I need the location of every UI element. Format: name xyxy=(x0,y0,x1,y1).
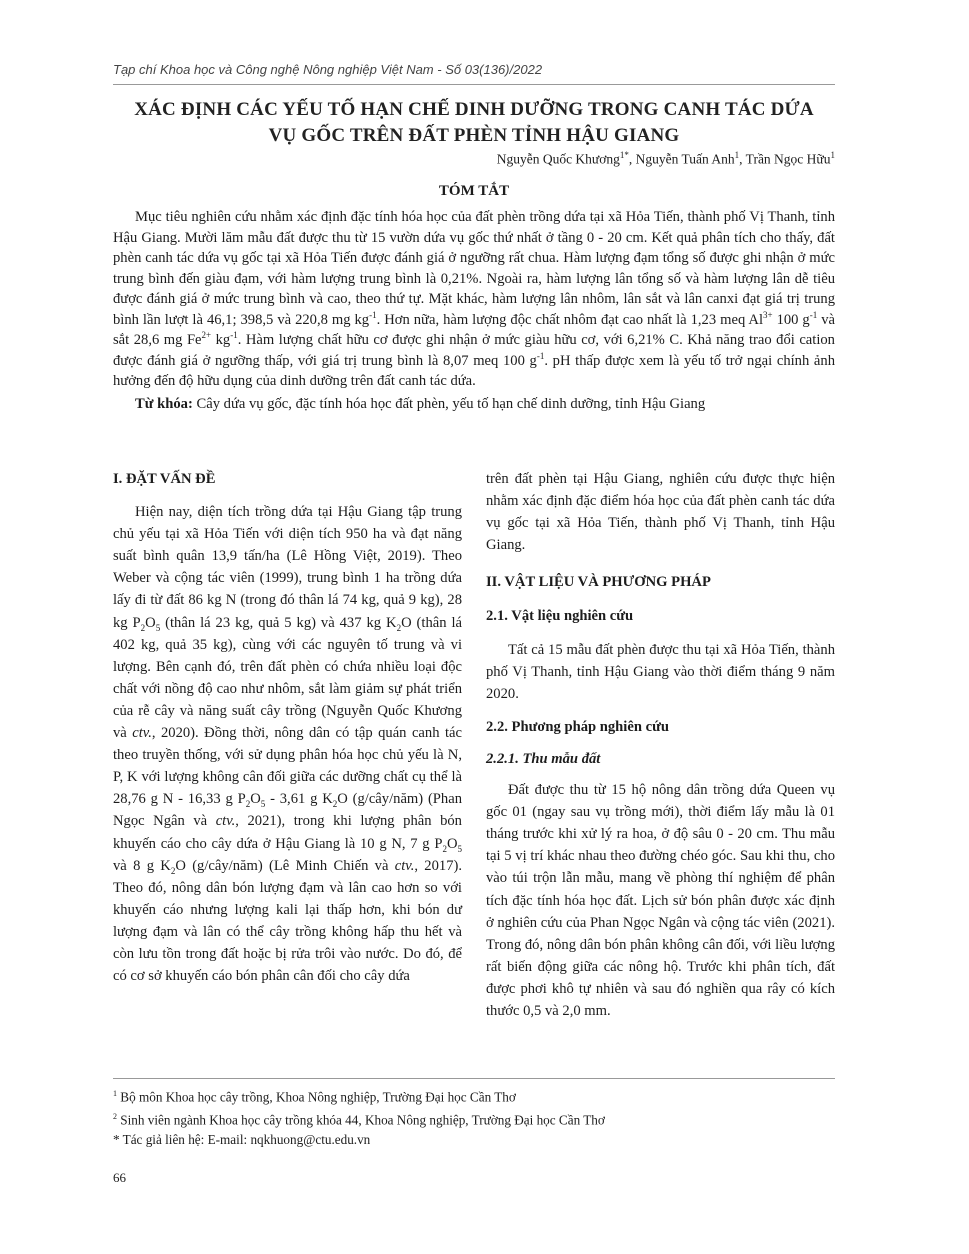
subscript: 5 xyxy=(155,622,161,633)
footnote-marker: 1 xyxy=(113,1089,117,1098)
superscript: 3+ xyxy=(763,309,773,320)
intro-continuation: trên đất phèn tại Hậu Giang, nghiên cứu được thực hiện nhằm xác định đặc điểm hóa học của đất phèn canh tác dứa vụ gốc tại xã Hỏa Tiến, thành phố Vị Thanh, tỉnh Hậu Giang. xyxy=(486,471,835,554)
sampling-paragraph: Đất được thu từ 15 hộ nông dân trồng dứa Queen vụ gốc 01 (ngay sau vụ trồng mới), thời điểm lấy mẫu là 01 tháng trước khi xử lý ra hoa, ở độ sâu 0 - 20 cm. Thu mẫu tại 5 vị trí khác nhau theo đường chéo góc. Sau khi thu, cho vào túi trộn lẫn mẫu, mang về phòng thí nghiệm để phân tích đặc tính hóa học đất. Lịch sử bón phân được xác định ở nghiên cứu của Phan Ngọc Ngân và cộng tác viên (2021). Trong đó, nông dân bón phân không cân đối, với liều lượng rất biến động giữa các nông hộ. Trước khi phân tích, đất được phơi khô tự nhiên và sau đó nghiền qua rây có kích thước 0,5 và 2,0 mm. xyxy=(486,782,835,1019)
subscript: 2 xyxy=(245,799,251,810)
subsection-heading-materials: 2.1. Vật liệu nghiên cứu xyxy=(486,608,634,625)
italic-ctv: ctv. xyxy=(215,813,236,830)
subsection-heading-methods: 2.2. Phương pháp nghiên cứu xyxy=(486,718,669,735)
abstract-part: . Hơn nữa, hàm lượng độc chất nhôm đạt cao nhất là 1,23 meq Al xyxy=(376,311,764,328)
text-run: , 2020). Đồng thời, nông dân có tập quán canh tác theo truyền thống, với sử dụng phân hóa học chủ yếu là N, P, K với lượng không cân đối giữa các dưỡng chất cụ thể là 28,76 g N - 16,33 g P xyxy=(113,725,462,808)
footnote xyxy=(113,1130,605,1150)
author-name: Nguyễn Quốc Khương xyxy=(496,151,620,167)
abstract-text xyxy=(113,207,835,392)
author-affiliation: 1* xyxy=(619,150,629,160)
title-line-1: XÁC ĐỊNH CÁC YẾU TỐ HẠN CHẾ DINH DƯỠNG TRONG CANH TÁC DỨA xyxy=(134,99,814,120)
text-run: , 2021), trong khi lượng phân bón khuyến cáo cho cây dứa ở Hậu Giang là 10 g N, 7 g P xyxy=(113,813,462,852)
subsubsection-heading-sampling: 2.2.1. Thu mẫu đất xyxy=(486,750,601,767)
footnote-marker: 2 xyxy=(113,1111,117,1121)
subscript: 5 xyxy=(260,799,266,810)
intro-paragraph xyxy=(113,501,462,987)
author-name: Trần Ngọc Hữu xyxy=(745,151,831,167)
subscript: 2 xyxy=(332,799,338,810)
text-run: O (g/cây/năm) (Lê Minh Chiến và xyxy=(175,857,395,874)
author-affiliation: 1 xyxy=(734,150,740,160)
paper-title xyxy=(113,97,835,149)
italic-ctv: ctv. xyxy=(394,857,415,874)
subscript: 2 xyxy=(442,843,447,854)
author-list: Nguyễn Quốc Khương$^{1*}$, Nguyễn Tuấn Anh$^1$, Trần Ngọc Hữu$^1$ xyxy=(496,150,835,167)
subscript: 2 xyxy=(140,622,146,633)
subscript: 2 xyxy=(396,622,402,633)
title-line-2: VỤ GỐC TRÊN ĐẤT PHÈN TỈNH HẬU GIANG xyxy=(268,125,680,146)
abstract-part: Mục tiêu nghiên cứu nhằm xác định đặc tính hóa học của đất phèn trồng dứa tại xã Hỏa Tiến, thành phố Vị Thanh, tỉnh Hậu Giang. Mười lăm mẫu đất được thu từ 15 vườn dứa vụ gốc thứ nhất ở tầng 0 - 20 cm. Kết quả phân tích cho thấy, đất phèn canh tác dứa vụ gốc tại xã Hỏa Tiến được đánh giá ở ngưỡng rất chua. Hàm lượng đạm tổng số được ghi nhận ở mức trung bình đến giàu đạm, với hàm lượng trung bình là 0,21%. Ngoài ra, hàm lượng lân tổng số và hàm lượng lân dễ tiêu được đánh giá ở mức trung bình và cao, theo thứ tự. Mặt khác, hàm lượng lân nhôm, lân sắt và lân canxi đạt giá trị trung bình lần lượt là 46,1; 398,5 và 220,8 mg kg xyxy=(113,209,835,328)
journal-header: Tạp chí Khoa học và Công nghệ Nông nghiệp Việt Nam - Số 03(136)/2022 xyxy=(113,62,543,77)
keywords-text: Cây dứa vụ gốc, đặc tính hóa học đất phèn, yếu tố hạn chế dinh dưỡng, tỉnh Hậu Giang xyxy=(196,395,706,412)
subscript: 2 xyxy=(170,865,176,876)
subscript: 5 xyxy=(457,843,462,854)
italic-ctv: ctv. xyxy=(132,725,152,742)
abstract xyxy=(113,207,835,414)
superscript: -1 xyxy=(369,309,377,320)
header-rule xyxy=(113,84,835,85)
footnote-text: Sinh viên ngành Khoa học cây trồng khóa 44, Khoa Nông nghiệp, Trường Đại học Cần Thơ xyxy=(117,1112,605,1128)
author-name: Nguyễn Tuấn Anh xyxy=(635,151,735,167)
abstract-part: và sắt 28,6 mg Fe xyxy=(113,311,835,348)
text-run: (thân lá 23 kg, quả 5 kg) và 437 kg K xyxy=(160,614,397,631)
footnote-text: Bộ môn Khoa học cây trồng, Khoa Nông nghiệp, Trường Đại học Cần Thơ xyxy=(117,1089,516,1105)
column-right xyxy=(486,468,835,1022)
keywords xyxy=(113,394,835,415)
text-run: và 8 g K xyxy=(113,857,171,874)
section-heading-methods: II. VẬT LIỆU VÀ PHƯƠNG PHÁP xyxy=(486,574,711,591)
text-run: - 3,61 g K xyxy=(265,791,333,808)
footnotes xyxy=(113,1084,605,1149)
text-run: O xyxy=(250,791,261,808)
footnote xyxy=(113,1084,605,1107)
materials-paragraph: Tất cả 15 mẫu đất phèn được thu tại xã Hỏa Tiến, thành phố Vị Thanh, tỉnh Hậu Giang vào thời điểm tháng 9 năm 2020. xyxy=(486,641,835,702)
footnote-rule xyxy=(113,1078,835,1079)
superscript: 2+ xyxy=(201,330,212,341)
footnote-text: * Tác giả liên hệ: E-mail: nqkhuong@ctu.edu.vn xyxy=(113,1131,371,1147)
footnote xyxy=(113,1107,605,1130)
text-run: Hiện nay, diện tích trồng dứa tại Hậu Giang tập trung chủ yếu tại xã Hỏa Tiến với diện tích 950 ha và đạt năng suất bình quân 13,9 tấn/ha (Lê Hồng Việt, 2019). Theo Weber và cộng tác viên (1999), trung bình 1 ha trồng dứa lấy đi từ đất 86 kg N (trong đó thân lá 74 kg, quả 9 kg), 28 kg P xyxy=(113,504,462,631)
column-left xyxy=(113,468,462,987)
superscript: -1 xyxy=(536,350,545,361)
keywords-label: Từ khóa: xyxy=(135,395,193,412)
text-run: O (g/cây/năm) (Phan Ngọc Ngân và xyxy=(113,791,462,830)
text-run: O (thân lá 402 kg, quả 35 kg), cùng với các nguyên tố trung và vi lượng. Bên cạnh đó, trên đất phèn có chứa nhiều loại độc chất với nồng độ cao như nhôm, sắt làm giảm sự phát triển của rễ cây và năng suất cây trồng (Nguyễn Quốc Khương và xyxy=(113,614,463,742)
superscript: -1 xyxy=(809,309,818,320)
section-heading-introduction: I. ĐẶT VẤN ĐỀ xyxy=(113,471,216,487)
author-affiliation: 1 xyxy=(830,150,835,160)
text-run: O xyxy=(446,835,458,852)
abstract-part: 100 g xyxy=(772,311,810,328)
abstract-part: kg xyxy=(211,332,231,348)
page-number: 66 xyxy=(113,1170,126,1185)
abstract-part: . pH thấp được xem là yếu tố trở ngại chính ảnh hưởng đến độ hữu dụng của dinh dưỡng trên đất canh tác dứa. xyxy=(113,352,835,389)
superscript: -1 xyxy=(230,330,238,341)
abstract-part: . Hàm lượng chất hữu cơ được ghi nhận ở mức giàu hữu cơ, với 6,21% C. Khả năng trao đổi cation được đánh giá ở ngưỡng thấp, với giá trị trung bình là 8,07 meq 100 g xyxy=(113,332,835,369)
text-run: O xyxy=(145,614,156,631)
abstract-heading: TÓM TẮT xyxy=(438,183,510,199)
text-run: , 2017). Theo đó, nông dân bón lượng đạm và lân cao hơn so với khuyến cáo nhưng lượng kali lại thấp hơn, khi bón dư lượng đạm và lân có thể cây trồng không hấp thu hết và còn lưu tồn trong đất hoặc bị rửa trôi vào nước. Do đó, để có cơ sở khuyến cáo bón phân cân đối cho cây dứa xyxy=(113,857,462,985)
